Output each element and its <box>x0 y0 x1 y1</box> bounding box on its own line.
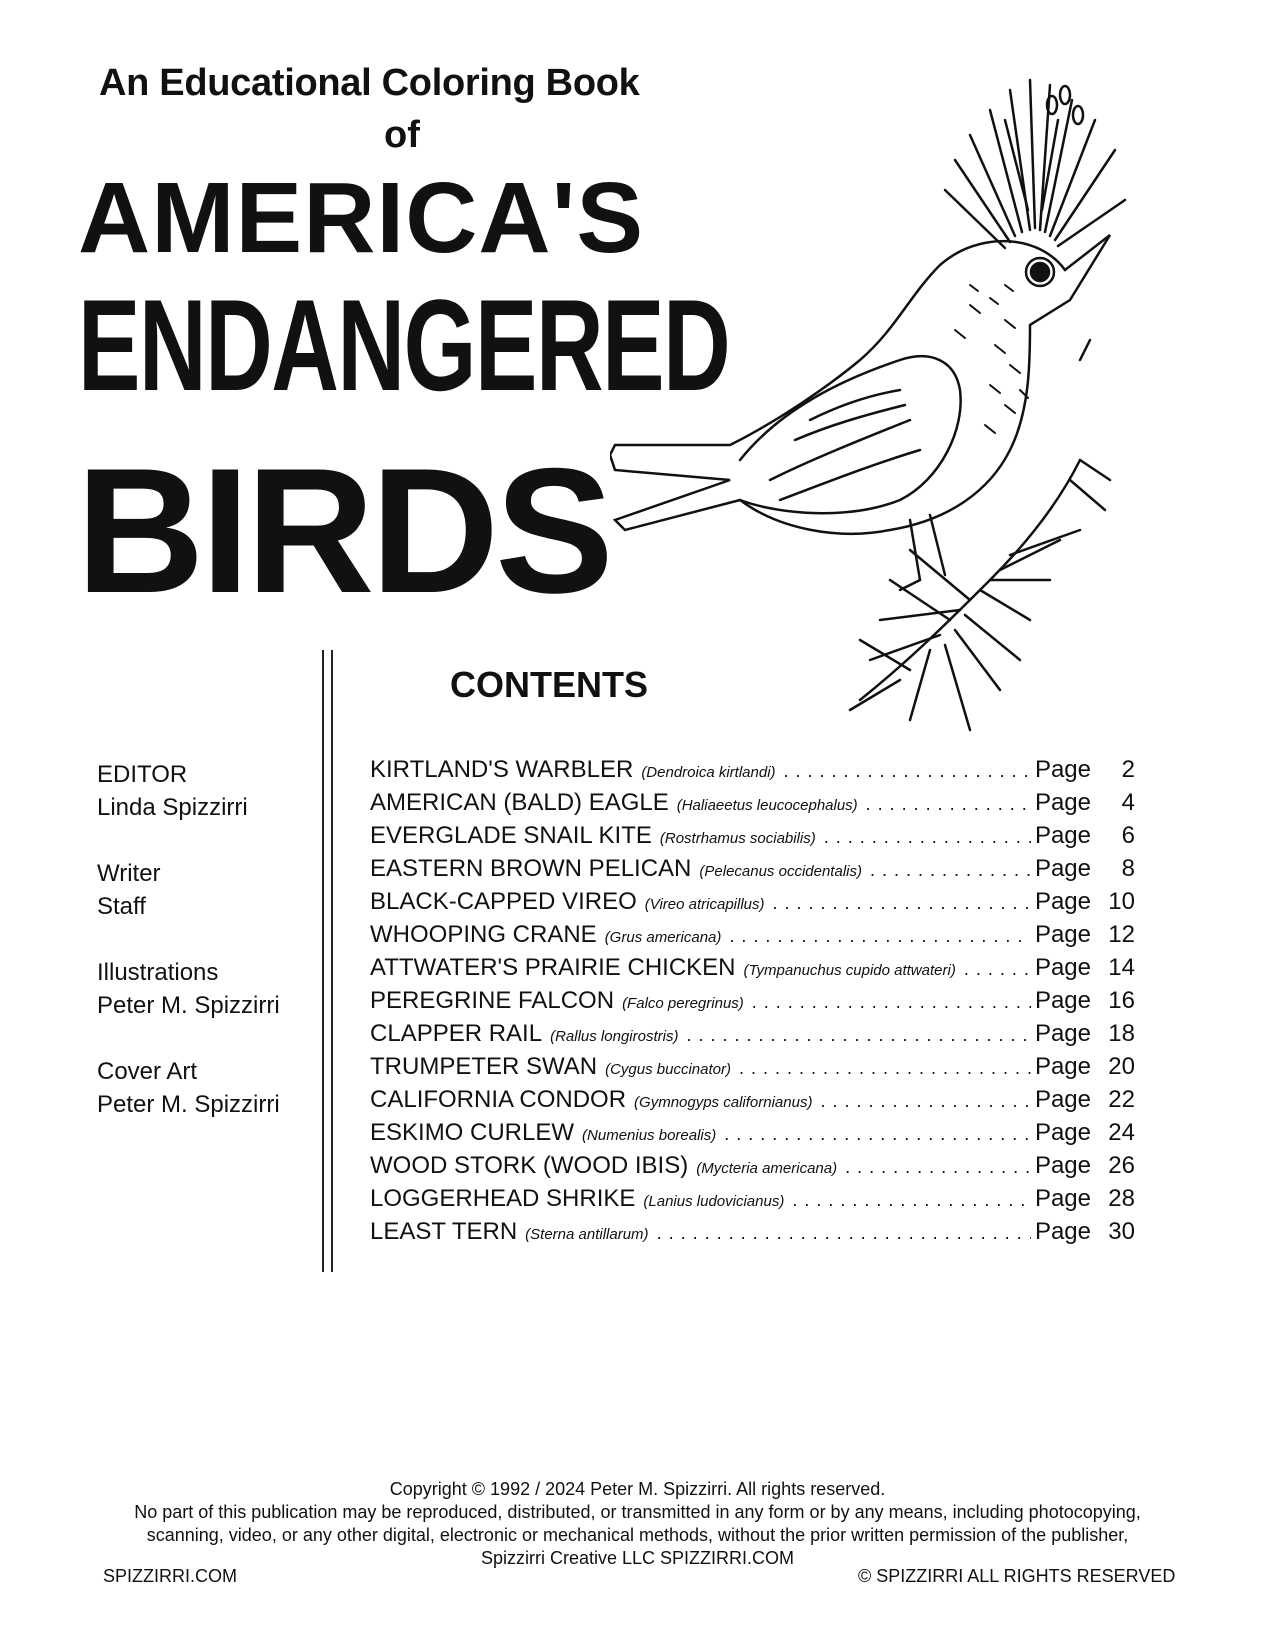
toc-page-number: 6 <box>1121 822 1135 849</box>
toc-row <box>370 1053 1135 1086</box>
toc-page-number: 10 <box>1108 888 1135 915</box>
toc-page-number: 2 <box>1121 756 1135 783</box>
toc-leader-dots <box>824 827 1031 848</box>
credit-name: Peter M. Spizzirri <box>97 1091 280 1118</box>
toc-leader-dots <box>724 1124 1031 1145</box>
toc-bird-name: PEREGRINE FALCON <box>370 987 615 1014</box>
toc-bird-name: WHOOPING CRANE <box>370 921 597 948</box>
copyright-notice-line1: No part of this publication may be reproduced, distributed, or transmitted in any form or by any means, including photocopying, <box>134 1502 1141 1522</box>
toc-page-label: Page <box>1034 1020 1091 1047</box>
toc-bird-name: AMERICAN (BALD) EAGLE <box>370 789 669 816</box>
toc-scientific-name: (Haliaeetus leucocephalus) <box>676 797 858 814</box>
toc-leader-dots <box>784 761 1031 782</box>
toc-page-number: 24 <box>1108 1119 1135 1146</box>
toc-scientific-name: (Tympanuchus cupido attwateri) <box>743 962 956 979</box>
contents-heading: CONTENTS <box>450 664 648 705</box>
toc-row <box>370 822 1135 855</box>
book-title-line3: BIRDS <box>76 431 610 630</box>
toc-page-number: 16 <box>1108 987 1135 1014</box>
toc-scientific-name: (Falco peregrinus) <box>622 995 744 1012</box>
credit-role: Illustrations <box>97 959 219 986</box>
toc-page-number: 14 <box>1108 954 1135 981</box>
toc-page-label: Page <box>1034 1086 1091 1113</box>
toc-leader-dots <box>752 992 1031 1013</box>
credit-role: Writer <box>97 860 161 887</box>
toc-row <box>370 1086 1135 1119</box>
toc-page-label: Page <box>1034 789 1091 816</box>
toc-row <box>370 855 1135 888</box>
toc-leader-dots <box>773 893 1031 914</box>
toc-row <box>370 756 1135 789</box>
toc-page-label: Page <box>1034 1185 1091 1212</box>
toc-leader-dots <box>729 926 1031 947</box>
toc-bird-name: LEAST TERN <box>370 1218 518 1245</box>
toc-page-label: Page <box>1034 1218 1091 1245</box>
toc-row <box>370 789 1135 822</box>
toc-leader-dots <box>657 1223 1031 1244</box>
toc-page-label: Page <box>1034 987 1091 1014</box>
toc-page-label: Page <box>1034 888 1091 915</box>
footer-website-left: SPIZZIRRI.COM <box>103 1566 237 1586</box>
toc-scientific-name: (Vireo atricapillus) <box>644 896 765 913</box>
book-subtitle: An Educational Coloring Book <box>99 62 640 104</box>
column-divider <box>322 650 333 1272</box>
credit-name: Linda Spizzirri <box>97 794 248 821</box>
copyright-footer <box>80 1478 1195 1570</box>
toc-leader-dots <box>792 1190 1031 1211</box>
book-subtitle-of: of <box>384 114 420 156</box>
toc-page-label: Page <box>1034 855 1091 882</box>
publisher-line: Spizzirri Creative LLC SPIZZIRRI.COM <box>480 1548 795 1568</box>
credit-role: EDITOR <box>97 761 188 788</box>
bird-illustration-icon <box>610 60 1200 740</box>
toc-page-label: Page <box>1034 1119 1091 1146</box>
toc-scientific-name: (Gymnogyps californianus) <box>634 1094 813 1111</box>
toc-page-number: 18 <box>1108 1020 1135 1047</box>
book-title-line2: ENDANGERED <box>78 272 730 418</box>
table-of-contents <box>370 756 1135 1251</box>
toc-leader-dots <box>964 959 1031 980</box>
toc-bird-name: EASTERN BROWN PELICAN <box>370 855 692 882</box>
toc-row <box>370 987 1135 1020</box>
toc-bird-name: ESKIMO CURLEW <box>370 1119 575 1146</box>
toc-page-label: Page <box>1034 822 1091 849</box>
credit-cover-art <box>97 1055 280 1121</box>
toc-page-label: Page <box>1034 921 1091 948</box>
toc-page-number: 4 <box>1121 789 1135 816</box>
toc-page-label: Page <box>1034 756 1091 783</box>
credit-role: Cover Art <box>97 1058 198 1085</box>
credits-list <box>97 758 280 1154</box>
toc-scientific-name: (Grus americana) <box>604 929 722 946</box>
credit-writer <box>97 857 280 923</box>
toc-bird-name: ATTWATER'S PRAIRIE CHICKEN <box>370 954 736 981</box>
toc-row <box>370 1218 1135 1251</box>
toc-page-label: Page <box>1034 954 1091 981</box>
toc-scientific-name: (Lanius ludovicianus) <box>643 1193 785 1210</box>
toc-row <box>370 1020 1135 1053</box>
toc-bird-name: CLAPPER RAIL <box>370 1020 543 1047</box>
toc-bird-name: EVERGLADE SNAIL KITE <box>370 822 652 849</box>
credit-illustrations <box>97 956 280 1022</box>
toc-row <box>370 1185 1135 1218</box>
toc-leader-dots <box>686 1025 1030 1046</box>
toc-page-label: Page <box>1034 1053 1091 1080</box>
toc-page-number: 28 <box>1108 1185 1135 1212</box>
toc-scientific-name: (Cygus buccinator) <box>605 1061 731 1078</box>
toc-leader-dots <box>845 1157 1031 1178</box>
toc-page-number: 8 <box>1121 855 1135 882</box>
toc-page-label: Page <box>1034 1152 1091 1179</box>
toc-leader-dots <box>820 1091 1031 1112</box>
toc-row <box>370 921 1135 954</box>
toc-page-number: 30 <box>1108 1218 1135 1245</box>
toc-scientific-name: (Sterna antillarum) <box>525 1226 649 1243</box>
toc-scientific-name: (Numenius borealis) <box>582 1127 717 1144</box>
toc-page-number: 22 <box>1108 1086 1135 1113</box>
toc-scientific-name: (Pelecanus occidentalis) <box>699 863 862 880</box>
toc-scientific-name: (Rallus longirostris) <box>550 1028 679 1045</box>
toc-page-number: 12 <box>1108 921 1135 948</box>
toc-row <box>370 1119 1135 1152</box>
toc-page-number: 26 <box>1108 1152 1135 1179</box>
toc-bird-name: KIRTLAND'S WARBLER <box>370 756 634 783</box>
toc-leader-dots <box>870 860 1031 881</box>
toc-bird-name: WOOD STORK (WOOD IBIS) <box>370 1152 689 1179</box>
toc-page-number: 20 <box>1108 1053 1135 1080</box>
credit-name: Staff <box>97 893 146 920</box>
toc-scientific-name: (Rostrhamus sociabilis) <box>659 830 816 847</box>
book-title-line1: AMERICA'S <box>78 162 645 274</box>
toc-row <box>370 1152 1135 1185</box>
toc-leader-dots <box>739 1058 1031 1079</box>
toc-row <box>370 954 1135 987</box>
toc-bird-name: CALIFORNIA CONDOR <box>370 1086 627 1113</box>
copyright-notice-line2: scanning, video, or any other digital, electronic or mechanical methods, without the prior written permission of the publisher, <box>146 1525 1129 1545</box>
footer-rights-right: © SPIZZIRRI ALL RIGHTS RESERVED <box>858 1566 1176 1586</box>
toc-bird-name: LOGGERHEAD SHRIKE <box>370 1185 636 1212</box>
copyright-line: Copyright © 1992 / 2024 Peter M. Spizzirri. All rights reserved. <box>389 1479 886 1499</box>
toc-bird-name: TRUMPETER SWAN <box>370 1053 598 1080</box>
credit-name: Peter M. Spizzirri <box>97 992 280 1019</box>
toc-bird-name: BLACK-CAPPED VIREO <box>370 888 637 915</box>
toc-row <box>370 888 1135 921</box>
credit-editor <box>97 758 280 824</box>
toc-scientific-name: (Mycteria americana) <box>696 1160 838 1177</box>
toc-scientific-name: (Dendroica kirtlandi) <box>641 764 776 781</box>
toc-leader-dots <box>866 794 1031 815</box>
